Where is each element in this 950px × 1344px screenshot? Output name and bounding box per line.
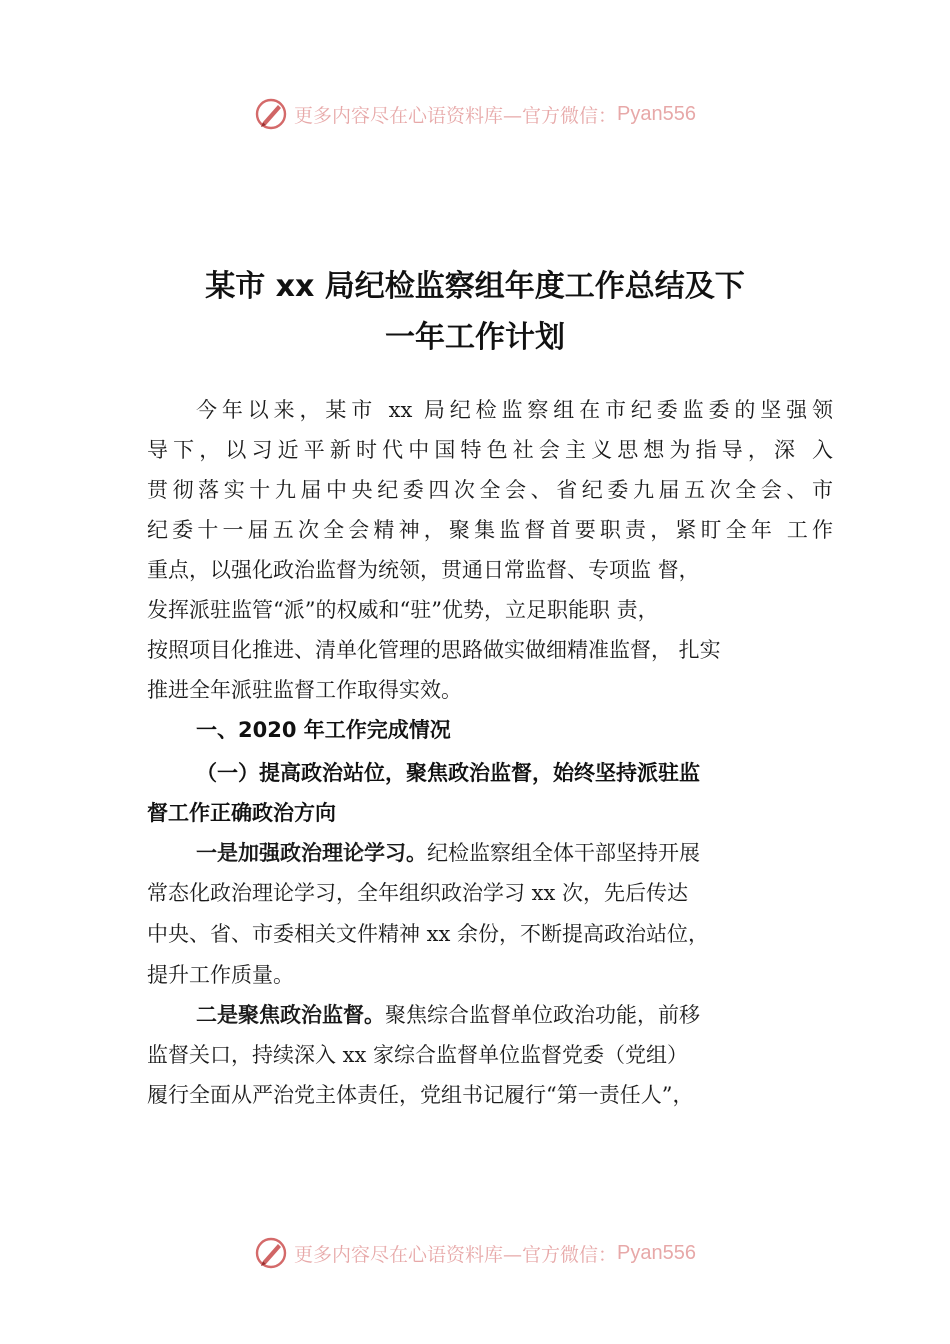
pen-circle-logo-icon <box>254 97 288 131</box>
item-text: 聚焦综合监督单位政治功能，前移 <box>385 1003 700 1027</box>
paragraph-line: 贯彻落实十九届中央纪委四次全会、省纪委九届五次全会、市 <box>147 478 833 502</box>
subsection-heading-line-1: （一）提高政治站位，聚焦政治监督，始终坚持派驻监 <box>196 760 700 785</box>
header-watermark <box>0 94 950 134</box>
document-title-line-2: 一年工作计划 <box>385 320 565 355</box>
watermark-wechat-id: Pyan556 <box>617 102 696 125</box>
watermark-text: 更多内容尽在心语资料库—官方微信： <box>294 1243 618 1266</box>
section-heading: 一、2020 年工作完成情况 <box>196 718 451 742</box>
paragraph-line: 监督关口，持续深入 xx 家综合监督单位监督党委（党组） <box>147 1043 689 1067</box>
document-title-line-1: 某市 xx 局纪检监察组年度工作总结及下 <box>205 269 745 304</box>
paragraph-line: 今年以来，某市 xx 局纪检监察组在市纪委监委的坚强领 <box>196 398 833 422</box>
subsection-heading-line-2: 督工作正确政治方向 <box>147 800 336 825</box>
pen-circle-logo-icon <box>254 1236 288 1270</box>
paragraph-line: 提升工作质量。 <box>147 963 294 987</box>
paragraph-line: 重点，以强化政治监督为统领，贯通日常监督、专项监 督， <box>147 558 700 582</box>
paragraph-line <box>196 833 700 873</box>
paragraph-line: 按照项目化推进、清单化管理的思路做实做细精准监督， 扎实 <box>147 638 721 662</box>
paragraph-line: 中央、省、市委相关文件精神 xx 余份，不断提高政治站位， <box>147 922 710 946</box>
paragraph-line <box>196 995 700 1035</box>
watermark-text: 更多内容尽在心语资料库—官方微信： <box>294 104 618 127</box>
paragraph-line: 纪委十一届五次全会精神，聚集监督首要职责，紧盯全年 工作 <box>147 518 833 542</box>
paragraph-line: 常态化政治理论学习，全年组织政治学习 xx 次，先后传达 <box>147 881 689 905</box>
item-lead: 二是聚焦政治监督。 <box>196 1003 385 1027</box>
footer-watermark <box>0 1233 950 1273</box>
paragraph-line: 推进全年派驻监督工作取得实效。 <box>147 678 462 702</box>
paragraph-line: 导下，以习近平新时代中国特色社会主义思想为指导，深 入 <box>147 438 833 462</box>
item-text: 纪检监察组全体干部坚持开展 <box>427 841 700 865</box>
paragraph-line: 履行全面从严治党主体责任，党组书记履行“第一责任人”， <box>147 1083 694 1107</box>
paragraph-line: 发挥派驻监管“派”的权威和“驻”优势，立足职能职 责， <box>147 598 659 622</box>
watermark-wechat-id: Pyan556 <box>617 1241 696 1264</box>
item-lead: 一是加强政治理论学习。 <box>196 841 427 865</box>
